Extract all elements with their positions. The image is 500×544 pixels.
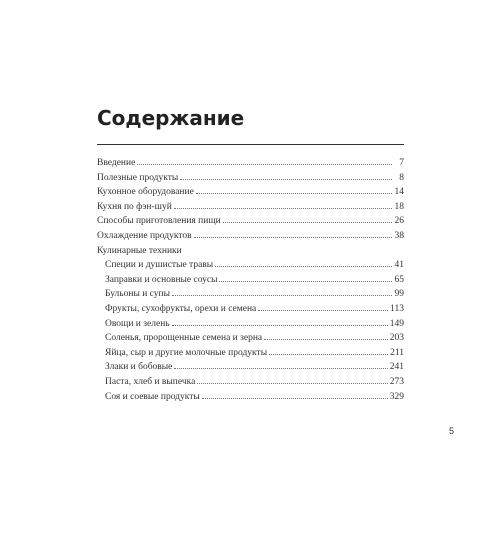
title-divider	[97, 144, 404, 145]
table-of-contents	[97, 156, 404, 404]
toc-leader-dots	[197, 375, 387, 384]
toc-subentry[interactable]	[97, 346, 404, 361]
toc-entry[interactable]	[97, 185, 404, 200]
toc-entry-label: Яйца, сыр и другие молочные продукты	[105, 347, 268, 358]
toc-entry-label: Кухонное оборудование	[97, 187, 194, 198]
toc-subentry[interactable]	[97, 287, 404, 302]
toc-subentry[interactable]	[97, 302, 404, 317]
toc-leader-dots	[194, 229, 392, 238]
toc-entry-page: 18	[394, 201, 404, 212]
toc-leader-dots	[172, 317, 388, 326]
toc-entry-label: Способы приготовления пищи	[97, 216, 221, 227]
toc-entry-label: Фрукты, сухофрукты, орехи и семена	[105, 303, 257, 314]
toc-leader-dots	[258, 302, 388, 311]
toc-leader-dots	[172, 287, 392, 296]
toc-leader-dots	[215, 258, 392, 267]
toc-leader-dots	[223, 214, 392, 223]
toc-entry-label: Заправки и основные соусы	[105, 274, 218, 285]
toc-entry[interactable]	[97, 214, 404, 229]
toc-leader-dots	[269, 346, 388, 355]
toc-entry-label: Специи и душистые травы	[105, 260, 214, 271]
toc-entry[interactable]	[97, 229, 404, 244]
page-title: Содержание	[97, 106, 245, 130]
toc-entry-label: Полезные продукты	[97, 172, 179, 183]
toc-entry-label: Паста, хлеб и выпечка	[105, 376, 196, 387]
toc-entry-label: Введение	[97, 158, 136, 168]
toc-leader-dots	[137, 156, 392, 165]
toc-subentry[interactable]	[97, 360, 404, 375]
toc-entry[interactable]	[97, 171, 404, 186]
toc-entry-page: 203	[389, 333, 404, 344]
toc-entry-page: 7	[399, 158, 404, 168]
toc-entry[interactable]	[97, 156, 404, 171]
toc-entry-page: 99	[394, 289, 404, 300]
toc-entry-page: 41	[394, 260, 404, 271]
toc-entry-label: Кухня по фэн-шуй	[97, 201, 172, 212]
toc-leader-dots	[180, 171, 392, 180]
page-number: 5	[449, 426, 455, 436]
toc-entry-label: Бульоны и супы	[105, 289, 170, 300]
toc-entry-label: Злаки и бобовые	[105, 362, 173, 373]
toc-section-heading	[97, 244, 404, 259]
toc-subentry[interactable]	[97, 331, 404, 346]
toc-subentry[interactable]	[97, 390, 404, 405]
toc-leader-dots	[202, 390, 388, 399]
toc-entry-label: Охлаждение продуктов	[97, 230, 192, 241]
toc-entry-label: Соленья, пророщенные семена и зерна	[105, 333, 263, 344]
toc-entry-page: 65	[394, 274, 404, 285]
toc-entry-page: 8	[399, 172, 404, 183]
toc-section-label: Кулинарные техники	[97, 245, 182, 256]
toc-subentry[interactable]	[97, 317, 404, 332]
toc-leader-dots	[264, 331, 388, 340]
toc-leader-dots	[219, 273, 392, 282]
toc-entry-page: 241	[389, 362, 404, 373]
toc-subentry[interactable]	[97, 375, 404, 390]
toc-entry-page: 38	[394, 230, 404, 241]
toc-subentry[interactable]	[97, 273, 404, 288]
toc-leader-dots	[196, 185, 392, 194]
toc-leader-dots	[174, 200, 392, 209]
toc-entry-page: 113	[390, 303, 404, 314]
toc-entry-label: Соя и соевые продукты	[105, 391, 200, 402]
toc-entry-label: Овощи и зелень	[105, 318, 170, 329]
toc-subentry[interactable]	[97, 258, 404, 273]
toc-entry-page: 14	[394, 187, 404, 198]
toc-entry-page: 26	[394, 216, 404, 227]
toc-entry-page: 329	[389, 391, 404, 402]
toc-entry-page: 211	[390, 347, 404, 358]
toc-leader-dots	[174, 360, 387, 369]
toc-entry[interactable]	[97, 200, 404, 215]
toc-entry-page: 273	[389, 376, 404, 387]
toc-entry-page: 149	[389, 318, 404, 329]
